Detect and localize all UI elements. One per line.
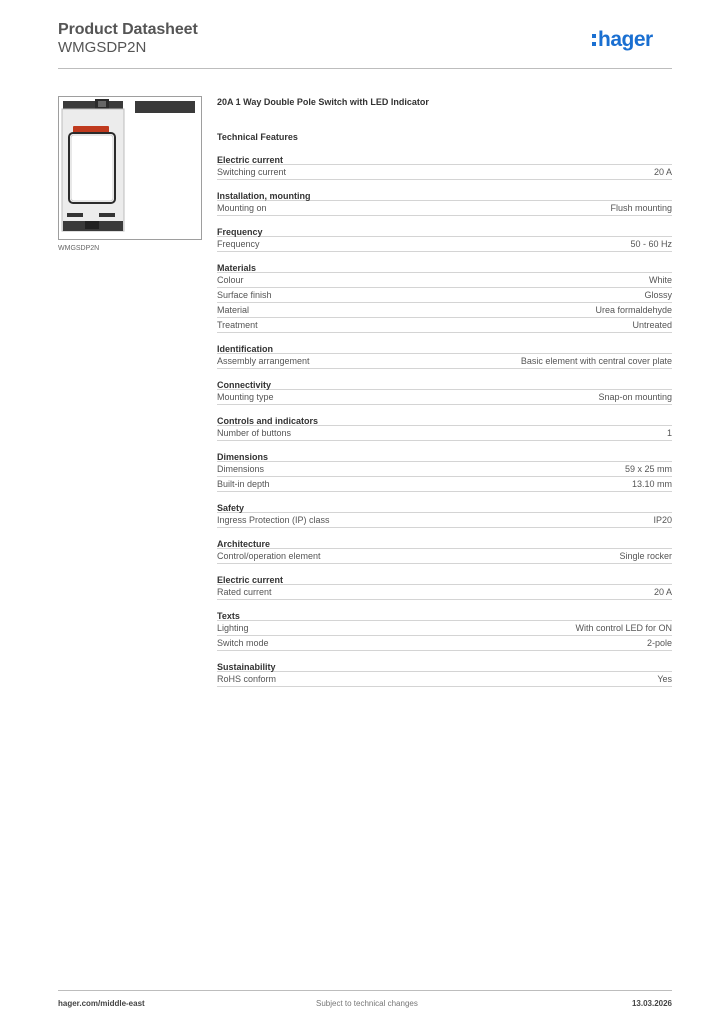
spec-section bbox=[217, 153, 672, 180]
spec-value: Glossy bbox=[644, 290, 672, 300]
spec-section bbox=[217, 189, 672, 216]
spec-row bbox=[217, 303, 672, 318]
section-title: Frequency bbox=[217, 225, 672, 237]
spec-value: 59 x 25 mm bbox=[624, 464, 672, 474]
spec-label: Surface finish bbox=[217, 290, 272, 300]
spec-label: RoHS conform bbox=[217, 674, 277, 684]
spec-value: 2-pole bbox=[646, 638, 672, 648]
spec-row bbox=[217, 201, 672, 216]
spec-row bbox=[217, 513, 672, 528]
section-title: Connectivity bbox=[217, 378, 672, 390]
spec-row bbox=[217, 273, 672, 288]
section-title: Installation, mounting bbox=[217, 189, 672, 201]
spec-row bbox=[217, 462, 672, 477]
spec-section bbox=[217, 501, 672, 528]
spec-section bbox=[217, 225, 672, 252]
product-code: WMGSDP2N bbox=[58, 39, 147, 56]
spec-row bbox=[217, 672, 672, 687]
spec-row bbox=[217, 426, 672, 441]
spec-label: Dimensions bbox=[217, 464, 265, 474]
spec-section bbox=[217, 414, 672, 441]
spec-label: Assembly arrangement bbox=[217, 356, 310, 366]
spec-row bbox=[217, 237, 672, 252]
spec-section bbox=[217, 537, 672, 564]
spec-label: Mounting on bbox=[217, 203, 267, 213]
section-title: Dimensions bbox=[217, 450, 672, 462]
product-image bbox=[58, 96, 202, 240]
footer-website: hager.com/middle-east bbox=[58, 999, 145, 1008]
spec-label: Control/operation element bbox=[217, 551, 321, 561]
spec-value: Untreated bbox=[632, 320, 672, 330]
switch-module-illustration bbox=[59, 97, 201, 239]
footer-disclaimer: Subject to technical changes bbox=[316, 999, 418, 1008]
hager-logo bbox=[592, 25, 672, 53]
section-title: Sustainability bbox=[217, 660, 672, 672]
spec-value: White bbox=[648, 275, 672, 285]
section-title: Architecture bbox=[217, 537, 672, 549]
section-title: Electric current bbox=[217, 573, 672, 585]
spec-section bbox=[217, 261, 672, 333]
spec-value: IP20 bbox=[653, 515, 672, 525]
section-title: Identification bbox=[217, 342, 672, 354]
spec-row bbox=[217, 585, 672, 600]
spec-label: Ingress Protection (IP) class bbox=[217, 515, 330, 525]
spec-value: 1 bbox=[666, 428, 672, 438]
section-title: Controls and indicators bbox=[217, 414, 672, 426]
spec-row bbox=[217, 636, 672, 651]
section-title: Electric current bbox=[217, 153, 672, 165]
spec-row bbox=[217, 477, 672, 492]
section-title: Materials bbox=[217, 261, 672, 273]
page-footer bbox=[58, 990, 672, 1014]
section-title: Texts bbox=[217, 609, 672, 621]
spec-label: Switching current bbox=[217, 167, 287, 177]
spec-section bbox=[217, 378, 672, 405]
spec-label: Lighting bbox=[217, 623, 249, 633]
spec-row bbox=[217, 390, 672, 405]
spec-value: 50 - 60 Hz bbox=[630, 239, 672, 249]
specifications bbox=[217, 96, 672, 696]
svg-text:hager: hager bbox=[598, 28, 653, 51]
spec-label: Material bbox=[217, 305, 250, 315]
spec-row bbox=[217, 165, 672, 180]
spec-row bbox=[217, 549, 672, 564]
spec-value: 13.10 mm bbox=[631, 479, 672, 489]
spec-value: Urea formaldehyde bbox=[595, 305, 672, 315]
spec-label: Built-in depth bbox=[217, 479, 270, 489]
spec-value: 20 A bbox=[653, 587, 672, 597]
spec-value: Single rocker bbox=[619, 551, 672, 561]
spec-row bbox=[217, 288, 672, 303]
spec-row bbox=[217, 621, 672, 636]
spec-row bbox=[217, 318, 672, 333]
footer-date: 13.03.2026 bbox=[631, 999, 672, 1008]
section-title: Safety bbox=[217, 501, 672, 513]
image-caption: WMGSDP2N bbox=[58, 245, 100, 252]
spec-section bbox=[217, 609, 672, 651]
spec-value: Yes bbox=[657, 674, 672, 684]
spec-section bbox=[217, 660, 672, 687]
spec-value: Snap-on mounting bbox=[598, 392, 672, 402]
spec-value: Flush mounting bbox=[610, 203, 672, 213]
spec-value: With control LED for ON bbox=[575, 623, 672, 633]
product-name: 20A 1 Way Double Pole Switch with LED Indicator bbox=[217, 97, 429, 107]
spec-value: 20 A bbox=[653, 167, 672, 177]
spec-label: Colour bbox=[217, 275, 244, 285]
page-header bbox=[58, 21, 672, 69]
spec-section bbox=[217, 573, 672, 600]
document-title: Product Datasheet bbox=[58, 21, 198, 38]
technical-features-title: Technical Features bbox=[217, 132, 298, 142]
spec-label: Frequency bbox=[217, 239, 260, 249]
spec-sections bbox=[217, 153, 672, 687]
spec-label: Switch mode bbox=[217, 638, 269, 648]
spec-section bbox=[217, 450, 672, 492]
spec-row bbox=[217, 354, 672, 369]
spec-label: Rated current bbox=[217, 587, 272, 597]
spec-label: Treatment bbox=[217, 320, 258, 330]
spec-value: Basic element with central cover plate bbox=[520, 356, 672, 366]
spec-label: Mounting type bbox=[217, 392, 274, 402]
spec-section bbox=[217, 342, 672, 369]
spec-label: Number of buttons bbox=[217, 428, 292, 438]
